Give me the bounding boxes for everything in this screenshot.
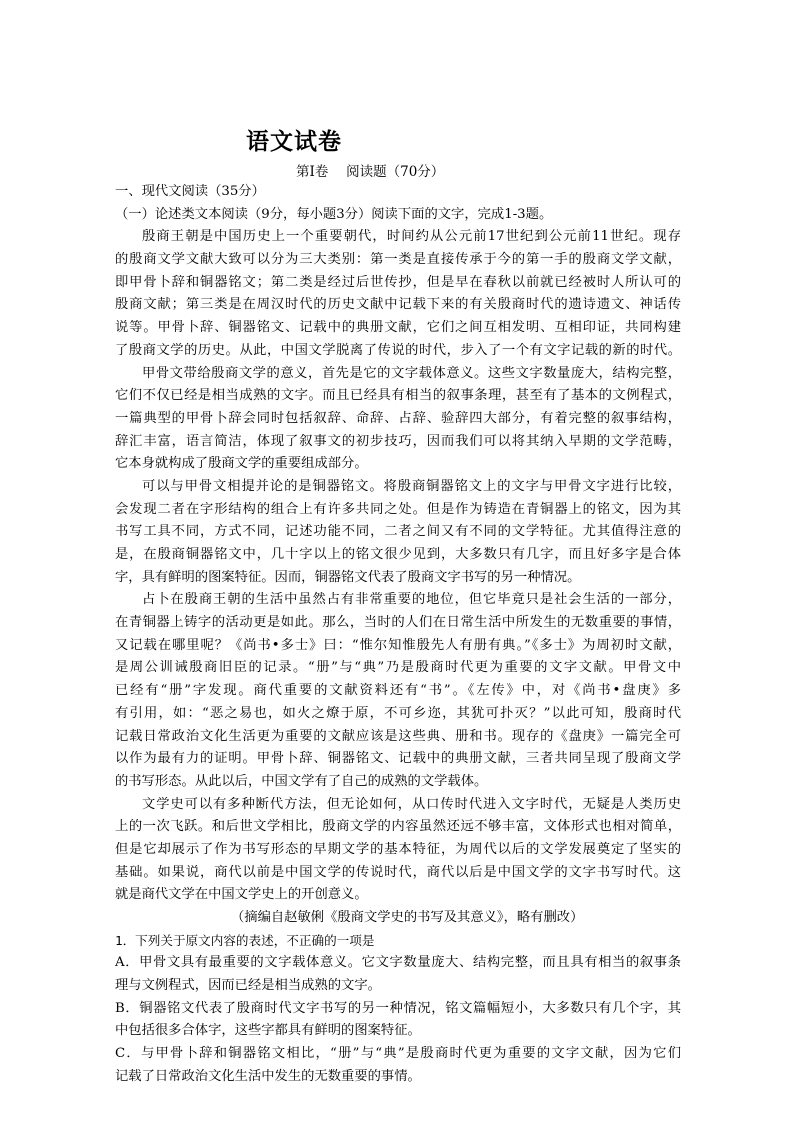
text-line: 一篇典型的甲骨卜辞会同时包括叙辞、命辞、占辞、验辞四大部分，有着完整的叙事结构， xyxy=(115,410,681,426)
text-line: 记载日常政治文化生活更为重要的文献应该是这些典、册和书。现存的《盘庚》一篇完全可 xyxy=(115,728,681,744)
option-c: C．与甲骨卜辞和铜器铭文相比，“册”与“典”是殷商时代更为重要的文字文献，因为它们 xyxy=(115,1046,681,1062)
text-line: 文学史可以有多种断代方法，但无论如何，从口传时代进入文字时代，无疑是人类历史 xyxy=(142,796,681,812)
text-line: 在青铜器上铸字的活动更是如此。那么，当时的人们在日常生活中所发生的无数重要的事情， xyxy=(115,615,681,631)
section-heading: 一、现代文阅读（35分） xyxy=(115,184,265,199)
text-line: 但是它却展示了作为书写形态的早期文学的基本特征，为周代以后的文学发展奠定了坚实的 xyxy=(115,841,681,857)
text-line: 说等。甲骨卜辞、铜器铭文、记载中的典册文献，它们之间互相发明、互相印证，共同构建 xyxy=(115,320,681,336)
text-line: 辞汇丰富，语言简洁，体现了叙事文的初步技巧，因而我们可以将其纳入早期的文学范畴， xyxy=(115,433,681,449)
document-title: 语文试卷 xyxy=(246,128,342,155)
text-line: 基础。如果说，商代以前是中国文学的传说时代，商代以后是中国文学的文字书写时代。这 xyxy=(115,864,681,880)
text-line: 殷商文献；第三类是在周汉时代的历史文献中记载下来的有关殷商时代的遗诗遗文、神话传 xyxy=(115,297,681,313)
text-line: 又记载在哪里呢？《尚书•多士》曰：“惟尔知惟殷先人有册有典。”《多士》为周初时文献， xyxy=(115,637,681,653)
option-a-cont: 理与文例程式，因而已经是相当成熟的文字。 xyxy=(115,978,381,994)
option-b-cont: 中包括很多合体字，这些字都具有鲜明的图案特征。 xyxy=(115,1023,421,1039)
option-a: A．甲骨文具有最重要的文字载体意义。它文字数量庞大、结构完整，而且具有相当的叙事条 xyxy=(115,955,681,971)
text-line: 书写工具不同，方式不同，记述功能不同，二者之间又有不同的文学特征。尤其值得注意的 xyxy=(115,524,681,540)
text-line: 是，在殷商铜器铭文中，几十字以上的铭文很少见到，大多数只有几字，而且好多字是合体 xyxy=(115,547,681,562)
text-line: 就是商代文学在中国文学史上的开创意义。 xyxy=(115,887,368,903)
text-line: 即甲骨卜辞和铜器铭文；第二类是经过后世传抄，但是早在春秋以前就已经被时人所认可的 xyxy=(115,274,681,290)
text-line: 的书写形态。从此以后，中国文学有了自己的成熟的文学载体。 xyxy=(115,773,488,789)
text-line: 是周公训诫殷商旧臣的记录。“册”与“典”乃是殷商时代更为重要的文字文献。甲骨文中 xyxy=(115,660,681,676)
text-line: 有引用，如：“恶之易也，如火之燎于原，不可乡迩，其犹可扑灭？”以此可知，殷商时代 xyxy=(115,705,681,721)
option-c-cont: 记载了日常政治文化生活中发生的无数重要的事情。 xyxy=(115,1068,421,1084)
text-line: 可以与甲骨文相提并论的是铜器铭文。将殷商铜器铭文上的文字与甲骨文字进行比较， xyxy=(142,478,681,494)
text-line: 字，具有鲜明的图案特征。因而，铜器铭文代表了殷商文字书写的另一种情况。 xyxy=(115,569,581,585)
text-line: 上的一次飞跃。和后世文学相比，殷商文学的内容虽然还远不够丰富，文体形式也相对简单， xyxy=(115,819,681,835)
document-subtitle: 第Ⅰ卷 阅读题（70分） xyxy=(296,164,445,180)
text-line: 它们不仅已经是相当成熟的文字。而且已经具有相当的叙事条理，甚至有了基本的文例程式， xyxy=(115,388,681,404)
subsection-heading: （一）论述类文本阅读（9分，每小题3分）阅读下面的文字，完成1-3题。 xyxy=(115,206,553,222)
text-line: 甲骨文带给殷商文学的意义，首先是它的文字载体意义。这些文字数量庞大，结构完整， xyxy=(142,365,681,381)
question-stem: 1．下列关于原文内容的表述，不正确的一项是 xyxy=(115,932,375,948)
source-citation: （摘编自赵敏俐《殷商文学史的书写及其意义》，略有删改） xyxy=(231,910,584,925)
document-body xyxy=(115,181,681,1089)
option-b: B．铜器铭文代表了殷商时代文字书写的另一种情况，铭文篇幅短小，大多数只有几个字，其 xyxy=(115,1000,681,1016)
faint-watermark xyxy=(690,760,760,784)
text-line: 了殷商文学的历史。从此，中国文学脱离了传说的时代，步入了一个有文字记载的新的时代。 xyxy=(115,342,681,358)
text-line: 它本身就构成了殷商文学的重要组成部分。 xyxy=(115,456,368,472)
text-line: 的殷商文学文献大致可以分为三大类别：第一类是直接传承于今的第一手的殷商文学文献， xyxy=(115,252,681,268)
text-line: 已经有“册”字发现。商代重要的文献资料还有“书”。《左传》中，对《尚书•盘庚》多 xyxy=(115,683,681,699)
text-line: 会发现二者在字形结构的组合上有许多共同之处。但是作为铸造在青铜器上的铭文，因为其 xyxy=(115,501,681,517)
text-line: 以作为最有力的证明。甲骨卜辞、铜器铭文、记载中的典册文献，三者共同呈现了殷商文学 xyxy=(115,751,681,767)
text-line: 殷商王朝是中国历史上一个重要朝代，时间约从公元前17世纪到公元前11世纪。现存 xyxy=(142,229,681,245)
text-line: 占卜在殷商王朝的生活中虽然占有非常重要的地位，但它毕竟只是社会生活的一部分， xyxy=(142,592,681,608)
